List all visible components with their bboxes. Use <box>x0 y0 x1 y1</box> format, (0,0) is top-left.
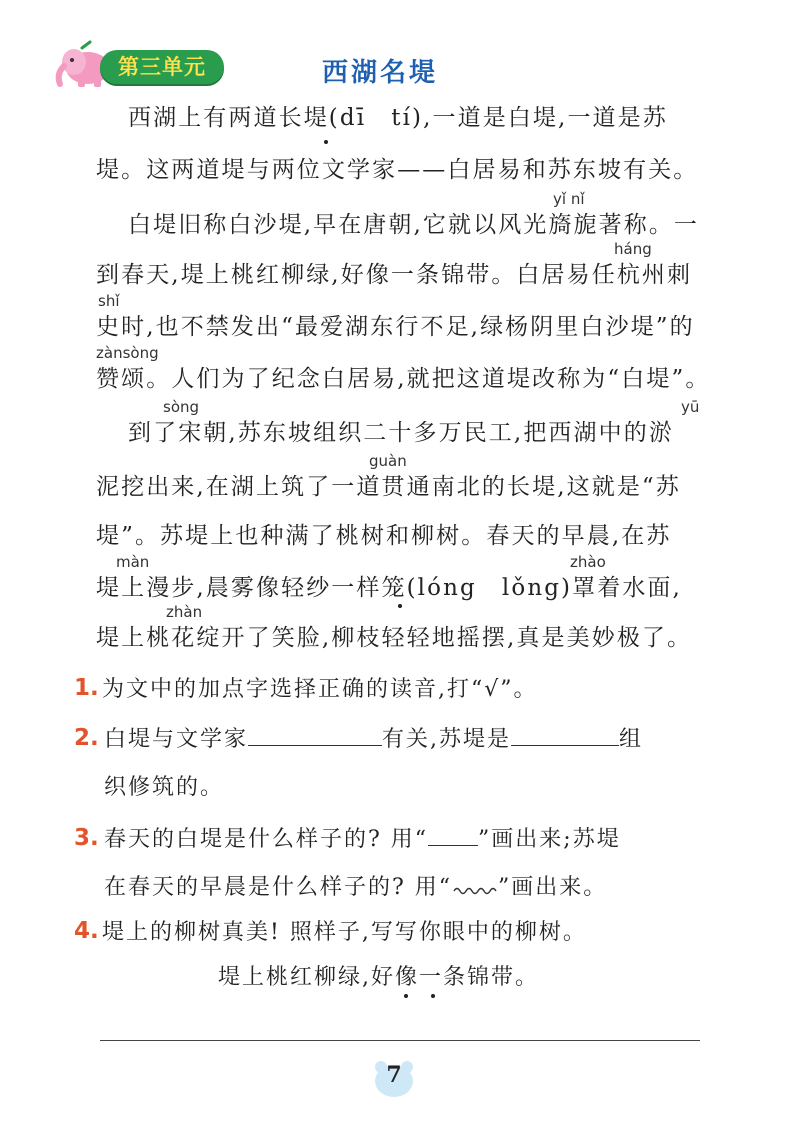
pinyin-annotation: zhào <box>570 553 606 571</box>
answer-writing-line[interactable] <box>100 1040 700 1041</box>
question-2-line-1 <box>104 720 643 760</box>
passage-line-4: 到春天,堤上桃红柳绿,好像一条锦带。白居易任杭州刺 <box>96 262 693 288</box>
pinyin-annotation: háng <box>614 240 652 258</box>
question-4-example: 堤上桃红柳绿,好像一条锦带。 <box>218 965 539 990</box>
passage-line-2: 堤。这两道堤与两位文学家——白居易和苏东坡有关。 <box>96 157 699 183</box>
passage-line-7: 到了宋朝,苏东坡组织二十多万民工,把西湖中的淤 <box>128 420 674 446</box>
passage-line-6: 赞颂。人们为了纪念白居易,就把这道堤改称为“白堤”。 <box>96 366 711 392</box>
unit-badge: 第三单元 <box>100 50 224 84</box>
emphasis-dot <box>404 994 408 998</box>
question-4-text: 堤上的柳树真美! 照样子,写写你眼中的柳树。 <box>102 920 587 945</box>
question-3-part-4: ”画出来。 <box>498 875 608 900</box>
question-number: 2. <box>74 725 99 751</box>
wavy-underline-sample <box>452 882 498 896</box>
question-2-part-3: 组 <box>619 727 644 752</box>
question-3-part-1: 春天的白堤是什么样子的? 用“ <box>104 827 429 852</box>
pinyin-annotation: shǐ <box>98 292 120 310</box>
question-number: 3. <box>74 825 99 851</box>
answer-blank-writer[interactable] <box>248 723 382 746</box>
passage-line-11: 堤上桃花绽开了笑脸,柳枝轻轻地摇摆,真是美妙极了。 <box>96 625 693 651</box>
passage-line-1: 西湖上有两道长堤(dī tí),一道是白堤,一道是苏 <box>128 105 668 131</box>
emphasis-dot <box>398 604 402 608</box>
question-2-line-2: 织修筑的。 <box>104 775 225 800</box>
question-number: 1. <box>74 675 99 701</box>
pinyin-annotation: sòng <box>163 398 200 416</box>
pinyin-annotation: zhàn <box>166 603 203 621</box>
pinyin-annotation: zànsòng <box>96 344 159 362</box>
pinyin-annotation: màn <box>116 553 150 571</box>
question-3-line-1 <box>104 820 621 860</box>
question-3-line-2 <box>104 868 607 908</box>
straight-underline-sample <box>428 823 478 846</box>
passage-line-9: 堤”。苏堤上也种满了桃树和柳树。春天的早晨,在苏 <box>96 523 672 549</box>
question-1-text: 为文中的加点字选择正确的读音,打“√”。 <box>102 677 538 702</box>
emphasis-dot <box>431 994 435 998</box>
passage-line-10: 堤上漫步,晨雾像轻纱一样笼(lóng lǒng)罩着水面, <box>96 575 682 601</box>
question-number: 4. <box>74 918 99 944</box>
question-2-part-2: 有关,苏堤是 <box>382 727 512 752</box>
passage-line-8: 泥挖出来,在湖上筑了一道贯通南北的长堤,这就是“苏 <box>96 474 681 500</box>
passage-line-5: 史时,也不禁发出“最爱湖东行不足,绿杨阴里白沙堤”的 <box>96 314 695 340</box>
question-3-part-2: ”画出来;苏堤 <box>478 827 621 852</box>
pinyin-annotation: yǐ nǐ <box>553 190 585 208</box>
question-3-part-3: 在春天的早晨是什么样子的? 用“ <box>104 875 453 900</box>
passage-line-3: 白堤旧称白沙堤,早在唐朝,它就以风光旖旎著称。一 <box>128 212 700 238</box>
pinyin-annotation: yū <box>681 398 700 416</box>
pinyin-annotation: guàn <box>369 452 407 470</box>
page-number: 7 <box>386 1062 402 1088</box>
answer-blank-builder[interactable] <box>511 723 619 746</box>
page-title: 西湖名堤 <box>322 58 439 88</box>
emphasis-dot <box>324 140 328 144</box>
question-2-part-1: 白堤与文学家 <box>104 727 249 752</box>
